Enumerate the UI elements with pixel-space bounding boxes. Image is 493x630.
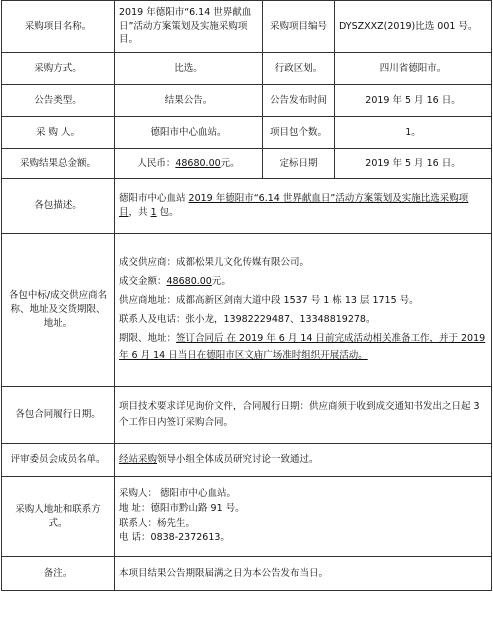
supplier-period-text: 签订合同后 在 2019 年 6 月 14 日前完成活动相关准备工作，并于 2019 年 6 月 14 日当日在德阳市区文庙广场准时组织开展活动。 (119, 333, 486, 361)
total-amount-unit: 元。 (220, 157, 240, 169)
purchaser-value: 德阳市中心血站。 (115, 117, 263, 149)
remarks-value: 本项目结果公告期限届满之日为本公告发布当日。 (115, 557, 492, 591)
row-purchaser-contact (2, 477, 492, 557)
purchaser-contact-name: 采购人： 德阳市中心血站。 (119, 488, 237, 500)
row-supplier (2, 234, 492, 387)
supplier-name: 成交供应商：成都松果儿文化传媒有限公司。 (119, 257, 310, 269)
committee-value (115, 444, 492, 477)
package-desc-project: 2019 年德阳市“6.14 世界献血日”活动方案策划及实施比选采购项目 (119, 193, 469, 218)
project-name-value: 2019 年德阳市“6.14 世界献血日”活动方案策划及实施采购项目。 (115, 1, 263, 53)
region-label: 行政区划。 (263, 53, 335, 85)
package-count-value: 1。 (335, 117, 492, 149)
supplier-contact: 联系人及电话：张小龙，13982229487、13348819278。 (119, 313, 376, 325)
remarks-label: 备注。 (2, 557, 115, 591)
supplier-value (115, 234, 492, 387)
row-notice-type (2, 85, 492, 117)
package-desc-post: 包。 (159, 207, 179, 218)
method-value: 比选。 (115, 53, 263, 85)
supplier-amount-post: 元。 (211, 276, 231, 288)
project-no-label: 采购项目编号 (263, 1, 335, 53)
total-amount-number: 48680.00 (175, 157, 221, 169)
total-amount-label: 采购结果总金额。 (2, 149, 115, 179)
row-committee (2, 444, 492, 477)
supplier-label: 各包中标/成交供应商名称、地址及交货期限、地址。 (2, 234, 115, 387)
supplier-period (119, 331, 487, 363)
total-amount-value (115, 149, 263, 179)
row-purchaser (2, 117, 492, 149)
package-desc-mid: ，共 (128, 207, 148, 218)
supplier-amount-pre: 成交金额： (119, 276, 167, 288)
procurement-result-notice (1, 0, 491, 630)
notice-table (1, 0, 492, 591)
notice-type-label: 公告类型。 (2, 85, 115, 117)
purchaser-label: 采 购 人。 (2, 117, 115, 149)
row-project-name (2, 1, 492, 53)
project-no-value: DYSZXXZ(2019)比选 001 号。 (335, 1, 492, 53)
supplier-amount (119, 275, 487, 289)
purchaser-contact-label: 采购人地址和联系方式。 (2, 477, 115, 557)
package-desc-value (115, 179, 492, 234)
supplier-address: 供应商地址：成都高新区剑南大道中段 1537 号 1 栋 13 层 1715 号。 (119, 294, 419, 306)
purchaser-contact-person: 联系人：杨先生。 (119, 517, 196, 529)
package-desc-pre: 德阳市中心血站 (119, 193, 186, 205)
committee-label: 评审委员会成员名单。 (2, 444, 115, 477)
project-name-label: 采购项目名称。 (2, 1, 115, 53)
notice-type-value: 结果公告。 (115, 85, 263, 117)
rmb-label: 人民币： (137, 157, 176, 169)
row-contract-date (2, 387, 492, 444)
supplier-period-pre: 期限、地址： (119, 333, 177, 345)
committee-ul: 经站采购 (119, 454, 158, 466)
row-package-desc (2, 179, 492, 234)
contract-date-value: 项目技术要求详见询价文件，合同履行日期：供应商须于收到成交通知书发出之日起 3 个工作日内签订采购合同。 (115, 387, 492, 444)
row-total-amount (2, 149, 492, 179)
contract-date-label: 各包合同履行日期。 (2, 387, 115, 444)
package-desc-count: 1 (150, 207, 157, 218)
package-count-label: 项目包个数。 (263, 117, 335, 149)
purchaser-contact-value (115, 477, 492, 557)
purchaser-contact-address: 地 址：德阳市黔山路 91 号。 (119, 502, 245, 514)
method-label: 采购方式。 (2, 53, 115, 85)
supplier-amount-number: 48680.00 (166, 276, 212, 288)
purchaser-contact-phone: 电 话：0838-2372613。 (119, 532, 230, 544)
publish-time-label: 公告发布时间 (263, 85, 335, 117)
committee-text: 领导小组全体成员研究讨论一致通过。 (157, 454, 319, 466)
region-value: 四川省德阳市。 (335, 53, 492, 85)
row-remarks (2, 557, 492, 591)
award-date-label: 定标日期 (263, 149, 335, 179)
package-desc-label: 各包描述。 (2, 179, 115, 234)
publish-time-value: 2019 年 5 月 16 日。 (335, 85, 492, 117)
row-method (2, 53, 492, 85)
award-date-value: 2019 年 5 月 16 日。 (335, 149, 492, 179)
